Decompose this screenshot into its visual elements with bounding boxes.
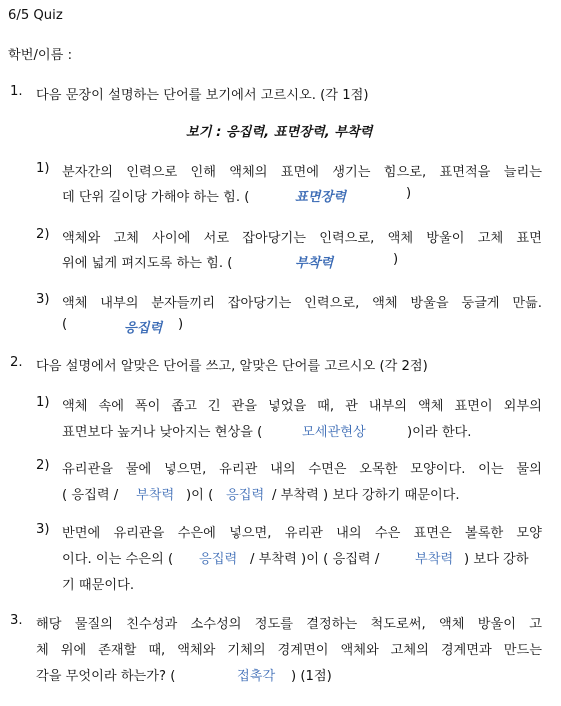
student-id-name-label: 학번/이름 : xyxy=(8,48,73,63)
word: 사이에 xyxy=(152,231,191,246)
word: 수은에 xyxy=(177,526,216,541)
word: 방울이 xyxy=(426,231,465,246)
word: 표면이 xyxy=(454,399,493,414)
word: 방울을 xyxy=(410,296,449,311)
word: 유리관을 xyxy=(62,462,113,477)
item-line: 표면보다 높거나 낮아지는 현상을 ( xyxy=(62,425,263,440)
word: 척도로써, xyxy=(370,617,426,632)
word: 유리관 xyxy=(284,526,323,541)
word: 때, xyxy=(317,399,335,414)
word: 인력으로, xyxy=(304,296,360,311)
question-text: 다음 문장이 설명하는 단어를 보기에서 고르시오. (각 1점) xyxy=(36,88,369,103)
word: 인력으로, xyxy=(319,231,375,246)
word: 액체 xyxy=(62,296,88,311)
answer-text: 부착력 xyxy=(136,488,175,503)
item-number: 1) xyxy=(36,395,50,410)
word: 둥글게 xyxy=(461,296,500,311)
close-paren: ) xyxy=(178,317,184,332)
question-line xyxy=(36,613,542,632)
answer-text: 접촉각 xyxy=(237,669,276,684)
word: 관 xyxy=(345,399,358,414)
word: 액체 xyxy=(372,296,398,311)
question-line-end: ) (1점) xyxy=(291,669,332,684)
item-number: 2) xyxy=(36,458,50,473)
word: 때, xyxy=(148,643,166,658)
word: 액체 xyxy=(438,617,465,632)
question-number: 2. xyxy=(10,355,23,370)
item-number: 1) xyxy=(36,161,50,176)
word: 액체 xyxy=(387,231,414,246)
word: 물에 xyxy=(125,462,152,477)
item-line xyxy=(62,161,542,180)
item-number: 3) xyxy=(36,292,50,307)
item-number: 3) xyxy=(36,522,50,537)
word: 표면적을 xyxy=(439,165,491,180)
word: 정도를 xyxy=(254,617,293,632)
word: 액체와 xyxy=(62,231,101,246)
answer-text: 응집력 xyxy=(226,488,265,503)
choice-text: / 부착력 )이 ( 응집력 / xyxy=(250,552,380,567)
item-line xyxy=(62,522,542,541)
word: 표면에 xyxy=(280,165,319,180)
word: 체 xyxy=(36,643,49,658)
word: 액체와 xyxy=(177,643,216,658)
open-paren: ( xyxy=(62,317,68,332)
word: 고 xyxy=(529,617,542,632)
word: 액체 xyxy=(417,399,444,414)
word: 오목한 xyxy=(359,462,398,477)
word: 모양 xyxy=(516,526,542,541)
word: 해당 xyxy=(36,617,62,632)
word: 분자들끼리 xyxy=(151,296,215,311)
word: 넣었을 xyxy=(267,399,307,414)
word: 내의 xyxy=(336,526,362,541)
answer-text: 부착력 xyxy=(295,256,334,271)
item-line-end: )이라 한다. xyxy=(407,425,472,440)
close-paren: ) xyxy=(406,186,412,201)
item-line: 위에 넓게 펴지도록 하는 힘. ( xyxy=(62,256,233,271)
word: 액체의 xyxy=(229,165,268,180)
item-line xyxy=(62,292,542,311)
word: 액체 xyxy=(62,399,88,414)
word: 인해 xyxy=(190,165,216,180)
word: 표면은 xyxy=(413,526,452,541)
word: 소수성의 xyxy=(190,617,242,632)
word: 유리관을 xyxy=(113,526,165,541)
word: 고체 xyxy=(113,231,139,246)
word: 이는 xyxy=(478,462,504,477)
word: 수은 xyxy=(374,526,401,541)
choice-text: 이다. 이는 수은의 ( xyxy=(62,552,174,567)
choices-box: 보기 : 응집력, 표면장력, 부착력 xyxy=(186,125,373,140)
word: 방울이 xyxy=(477,617,516,632)
word: 모양이다. xyxy=(410,462,466,477)
word: 관을 xyxy=(231,399,258,414)
choice-text: / 부착력 ) 보다 강하기 때문이다. xyxy=(272,488,460,503)
choice-text: ) 보다 강하 xyxy=(464,552,529,567)
word: 고체의 xyxy=(390,643,429,658)
choice-text: )이 ( xyxy=(186,488,214,503)
word: 내부의 xyxy=(100,296,139,311)
word: 서로 xyxy=(203,231,230,246)
close-paren: ) xyxy=(393,252,399,267)
word: 경계면이 xyxy=(277,643,329,658)
answer-text: 응집력 xyxy=(199,552,238,567)
word: 좁고 xyxy=(171,399,197,414)
question-number: 1. xyxy=(10,84,23,99)
item-number: 2) xyxy=(36,227,50,242)
answer-text: 모세관현상 xyxy=(302,425,366,440)
word: 인력으로 xyxy=(126,165,178,180)
item-line: 데 단위 길이당 가해야 하는 힘. ( xyxy=(62,190,250,205)
word: 내의 xyxy=(270,462,296,477)
question-line xyxy=(36,639,542,658)
word: 볼록한 xyxy=(464,526,504,541)
word: 물의 xyxy=(516,462,542,477)
choice-text: ( 응집력 / xyxy=(62,488,119,503)
word: 고체 xyxy=(477,231,504,246)
word: 액체와 xyxy=(340,643,379,658)
word: 생기는 xyxy=(332,165,371,180)
question-number: 3. xyxy=(10,613,23,628)
word: 결정하는 xyxy=(306,617,358,632)
word: 잡아당기는 xyxy=(242,231,306,246)
answer-text: 부착력 xyxy=(415,552,454,567)
question-line: 각을 무엇이라 하는가? ( xyxy=(36,669,176,684)
word: 넣으면, xyxy=(163,462,207,477)
word: 만듦. xyxy=(512,296,542,311)
word: 내부의 xyxy=(368,399,408,414)
word: 기체의 xyxy=(227,643,266,658)
word: 친수성과 xyxy=(126,617,178,632)
quiz-title: 6/5 Quiz xyxy=(8,8,63,23)
word: 폭이 xyxy=(134,399,161,414)
item-line xyxy=(62,395,542,414)
word: 분자간의 xyxy=(62,165,113,180)
word: 긴 xyxy=(207,399,221,414)
word: 유리관 xyxy=(219,462,258,477)
answer-text: 표면장력 xyxy=(295,190,346,205)
word: 만드는 xyxy=(503,643,542,658)
word: 위에 xyxy=(60,643,87,658)
word: 잡아당기는 xyxy=(227,296,292,311)
word: 존재할 xyxy=(98,643,137,658)
word: 수면은 xyxy=(308,462,347,477)
word: 표면 xyxy=(516,231,542,246)
word: 반면에 xyxy=(62,526,101,541)
item-line: 기 때문이다. xyxy=(62,578,135,593)
word: 물질의 xyxy=(74,617,113,632)
word: 외부의 xyxy=(503,399,542,414)
item-line xyxy=(62,227,542,246)
word: 속에 xyxy=(98,399,124,414)
question-text: 다음 설명에서 알맞은 단어를 쓰고, 알맞은 단어를 고르시오 (각 2점) xyxy=(36,359,428,374)
word: 넣으면, xyxy=(229,526,272,541)
word: 늘리는 xyxy=(503,165,542,180)
item-line xyxy=(62,458,542,477)
word: 힘으로, xyxy=(383,165,427,180)
answer-text: 응집력 xyxy=(124,321,163,336)
word: 경계면과 xyxy=(440,643,492,658)
